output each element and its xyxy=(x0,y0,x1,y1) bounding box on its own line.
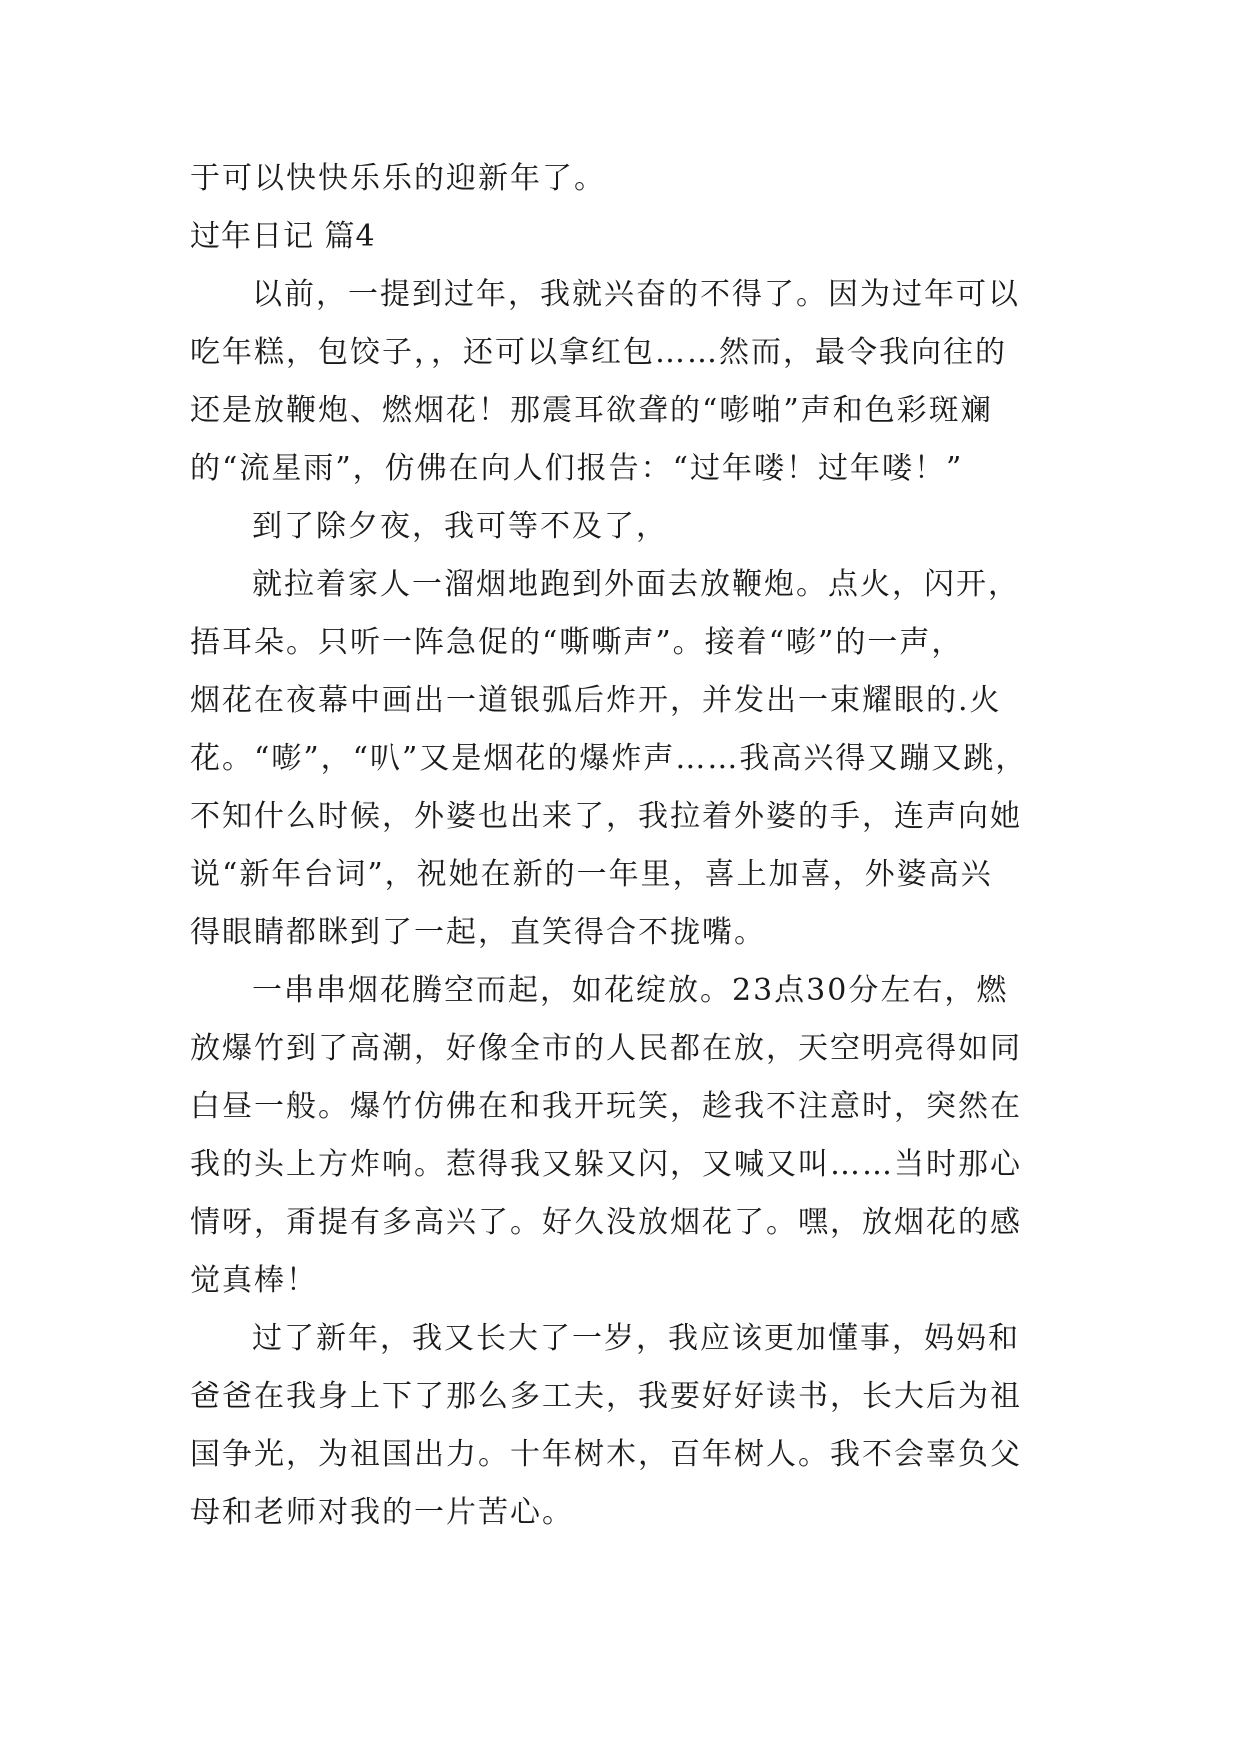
text-line: 不知什么时候，外婆也出来了，我拉着外婆的手，连声向她 xyxy=(190,799,1022,834)
text-line: 爸爸在我身上下了那么多工夫，我要好好读书，长大后为祖 xyxy=(190,1379,1022,1414)
paragraph-first-line: 一串串烟花腾空而起，如花绽放。23点30分左右，燃 xyxy=(252,973,1009,1008)
text-line: 白昼一般。爆竹仿佛在和我开玩笑，趁我不注意时，突然在 xyxy=(190,1089,1022,1124)
text-line: 的“流星雨”，仿佛在向人们报告：“过年喽！过年喽！” xyxy=(190,451,964,486)
text-line: 捂耳朵。只听一阵急促的“嘶嘶声”。接着“嘭”的一声， xyxy=(190,625,964,660)
text-line: 国争光，为祖国出力。十年树木，百年树人。我不会辜负父 xyxy=(190,1437,1022,1472)
text-line: 得眼睛都眯到了一起，直笑得合不拢嘴。 xyxy=(190,915,766,950)
text-line: 觉真棒！ xyxy=(190,1263,318,1298)
text-line: 放爆竹到了高潮，好像全市的人民都在放，天空明亮得如同 xyxy=(190,1031,1022,1066)
text-line: 于可以快快乐乐的迎新年了。 xyxy=(190,161,606,196)
text-line: 说“新年台词”，祝她在新的一年里，喜上加喜，外婆高兴 xyxy=(190,857,993,892)
text-line: 母和老师对我的一片苦心。 xyxy=(190,1495,574,1530)
paragraph-first-line: 过了新年，我又长大了一岁，我应该更加懂事，妈妈和 xyxy=(252,1321,1020,1356)
section-heading: 过年日记 篇4 xyxy=(190,219,376,254)
paragraph-first-line: 到了除夕夜，我可等不及了， xyxy=(252,509,668,544)
text-line: 烟花在夜幕中画出一道银弧后炸开，并发出一束耀眼的.火 xyxy=(190,683,1002,718)
document-body xyxy=(190,150,1060,1542)
paragraph-first-line: 以前，一提到过年，我就兴奋的不得了。因为过年可以 xyxy=(252,277,1020,312)
text-line: 花。“嘭”，“叭”又是烟花的爆炸声……我高兴得又蹦又跳， xyxy=(190,741,1028,776)
text-line: 情呀，甭提有多高兴了。好久没放烟花了。嘿，放烟花的感 xyxy=(190,1205,1022,1240)
text-line: 吃年糕，包饺子，，还可以拿红包……然而，最令我向往的 xyxy=(190,335,1007,370)
paragraph-first-line: 就拉着家人一溜烟地跑到外面去放鞭炮。点火，闪开， xyxy=(252,567,1020,602)
text-line: 我的头上方炸响。惹得我又躲又闪，又喊又叫……当时那心 xyxy=(190,1147,1022,1182)
text-line: 还是放鞭炮、燃烟花！那震耳欲聋的“嘭啪”声和色彩斑斓 xyxy=(190,393,993,428)
